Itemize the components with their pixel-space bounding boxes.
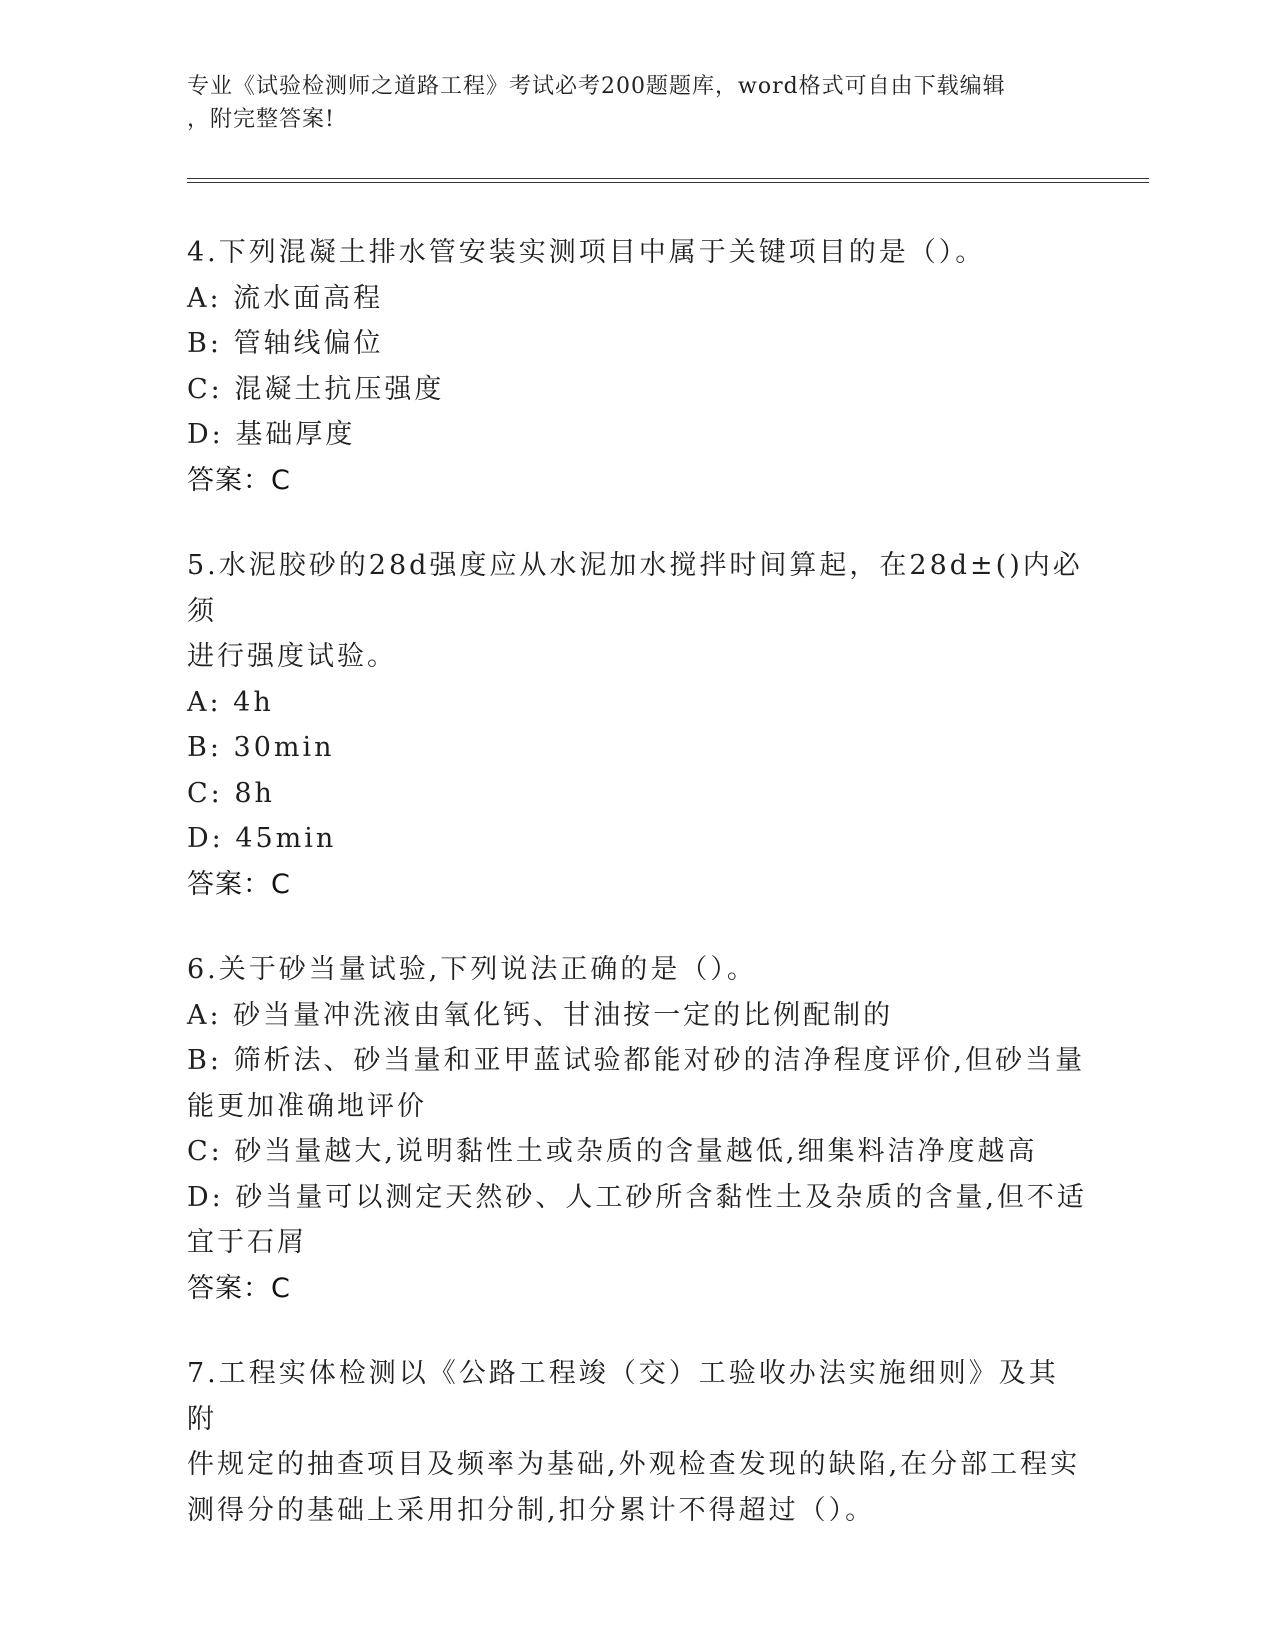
question-stem: 7.工程实体检测以《公路工程竣（交）工验收办法实施细则》及其附 — [187, 1358, 1059, 1435]
answer-option: A: 砂当量冲洗液由氧化钙、甘油按一定的比例配制的 — [187, 999, 894, 1031]
answer-option: A: 4h — [187, 686, 274, 718]
answer-option: D: 基础厚度 — [187, 419, 356, 450]
answer-option: C: 8h — [187, 777, 275, 809]
answer-option: C: 混凝土抗压强度 — [187, 373, 445, 405]
header-line-2: ，附完整答案! — [187, 107, 335, 132]
question-stem: 测得分的基础上采用扣分制,扣分累计不得超过（）。 — [187, 1494, 876, 1526]
answer-option: C: 砂当量越大,说明黏性土或杂质的含量越低,细集料洁净度越高 — [187, 1136, 1038, 1167]
answer-option: D: 砂当量可以测定天然砂、人工砂所含黏性土及杂质的含量,但不适 — [187, 1181, 1087, 1213]
question-list — [187, 230, 1087, 1573]
question-stem: 件规定的抽查项目及频率为基础,外观检查发现的缺陷,在分部工程实 — [187, 1449, 1081, 1480]
question-stem: 进行强度试验。 — [187, 641, 397, 672]
answer-option: 能更加准确地评价 — [187, 1090, 427, 1122]
header-line-1: 专业《试验检测师之道路工程》考试必考200题题库，word格式可自由下载编辑 — [187, 74, 1006, 99]
answer-option: B: 筛析法、砂当量和亚甲蓝试验都能对砂的洁净程度评价,但砂当量 — [187, 1045, 1086, 1076]
question-block — [187, 230, 1087, 503]
answer-option: B: 管轴线偏位 — [187, 328, 384, 359]
header-divider-top — [187, 178, 1149, 179]
answer-option: D: 45min — [187, 823, 337, 854]
answer-option: A: 流水面高程 — [187, 282, 384, 314]
answer-option: B: 30min — [187, 732, 335, 763]
question-block — [187, 543, 1087, 907]
document-header — [187, 70, 1077, 136]
question-stem: 5.水泥胶砂的28d强度应从水泥加水搅拌时间算起，在28d±()内必须 — [187, 550, 1083, 627]
question-block — [187, 1351, 1087, 1533]
question-stem: 4.下列混凝土排水管安装实测项目中属于关键项目的是（）。 — [187, 237, 986, 268]
question-block — [187, 947, 1087, 1311]
answer-option: 宜于石屑 — [187, 1227, 307, 1258]
header-divider-bottom — [187, 182, 1149, 183]
answer-key: 答案：C — [187, 868, 291, 900]
answer-key: 答案：C — [187, 1272, 291, 1304]
question-stem: 6.关于砂当量试验,下列说法正确的是（）。 — [187, 954, 757, 985]
answer-key: 答案：C — [187, 464, 291, 496]
